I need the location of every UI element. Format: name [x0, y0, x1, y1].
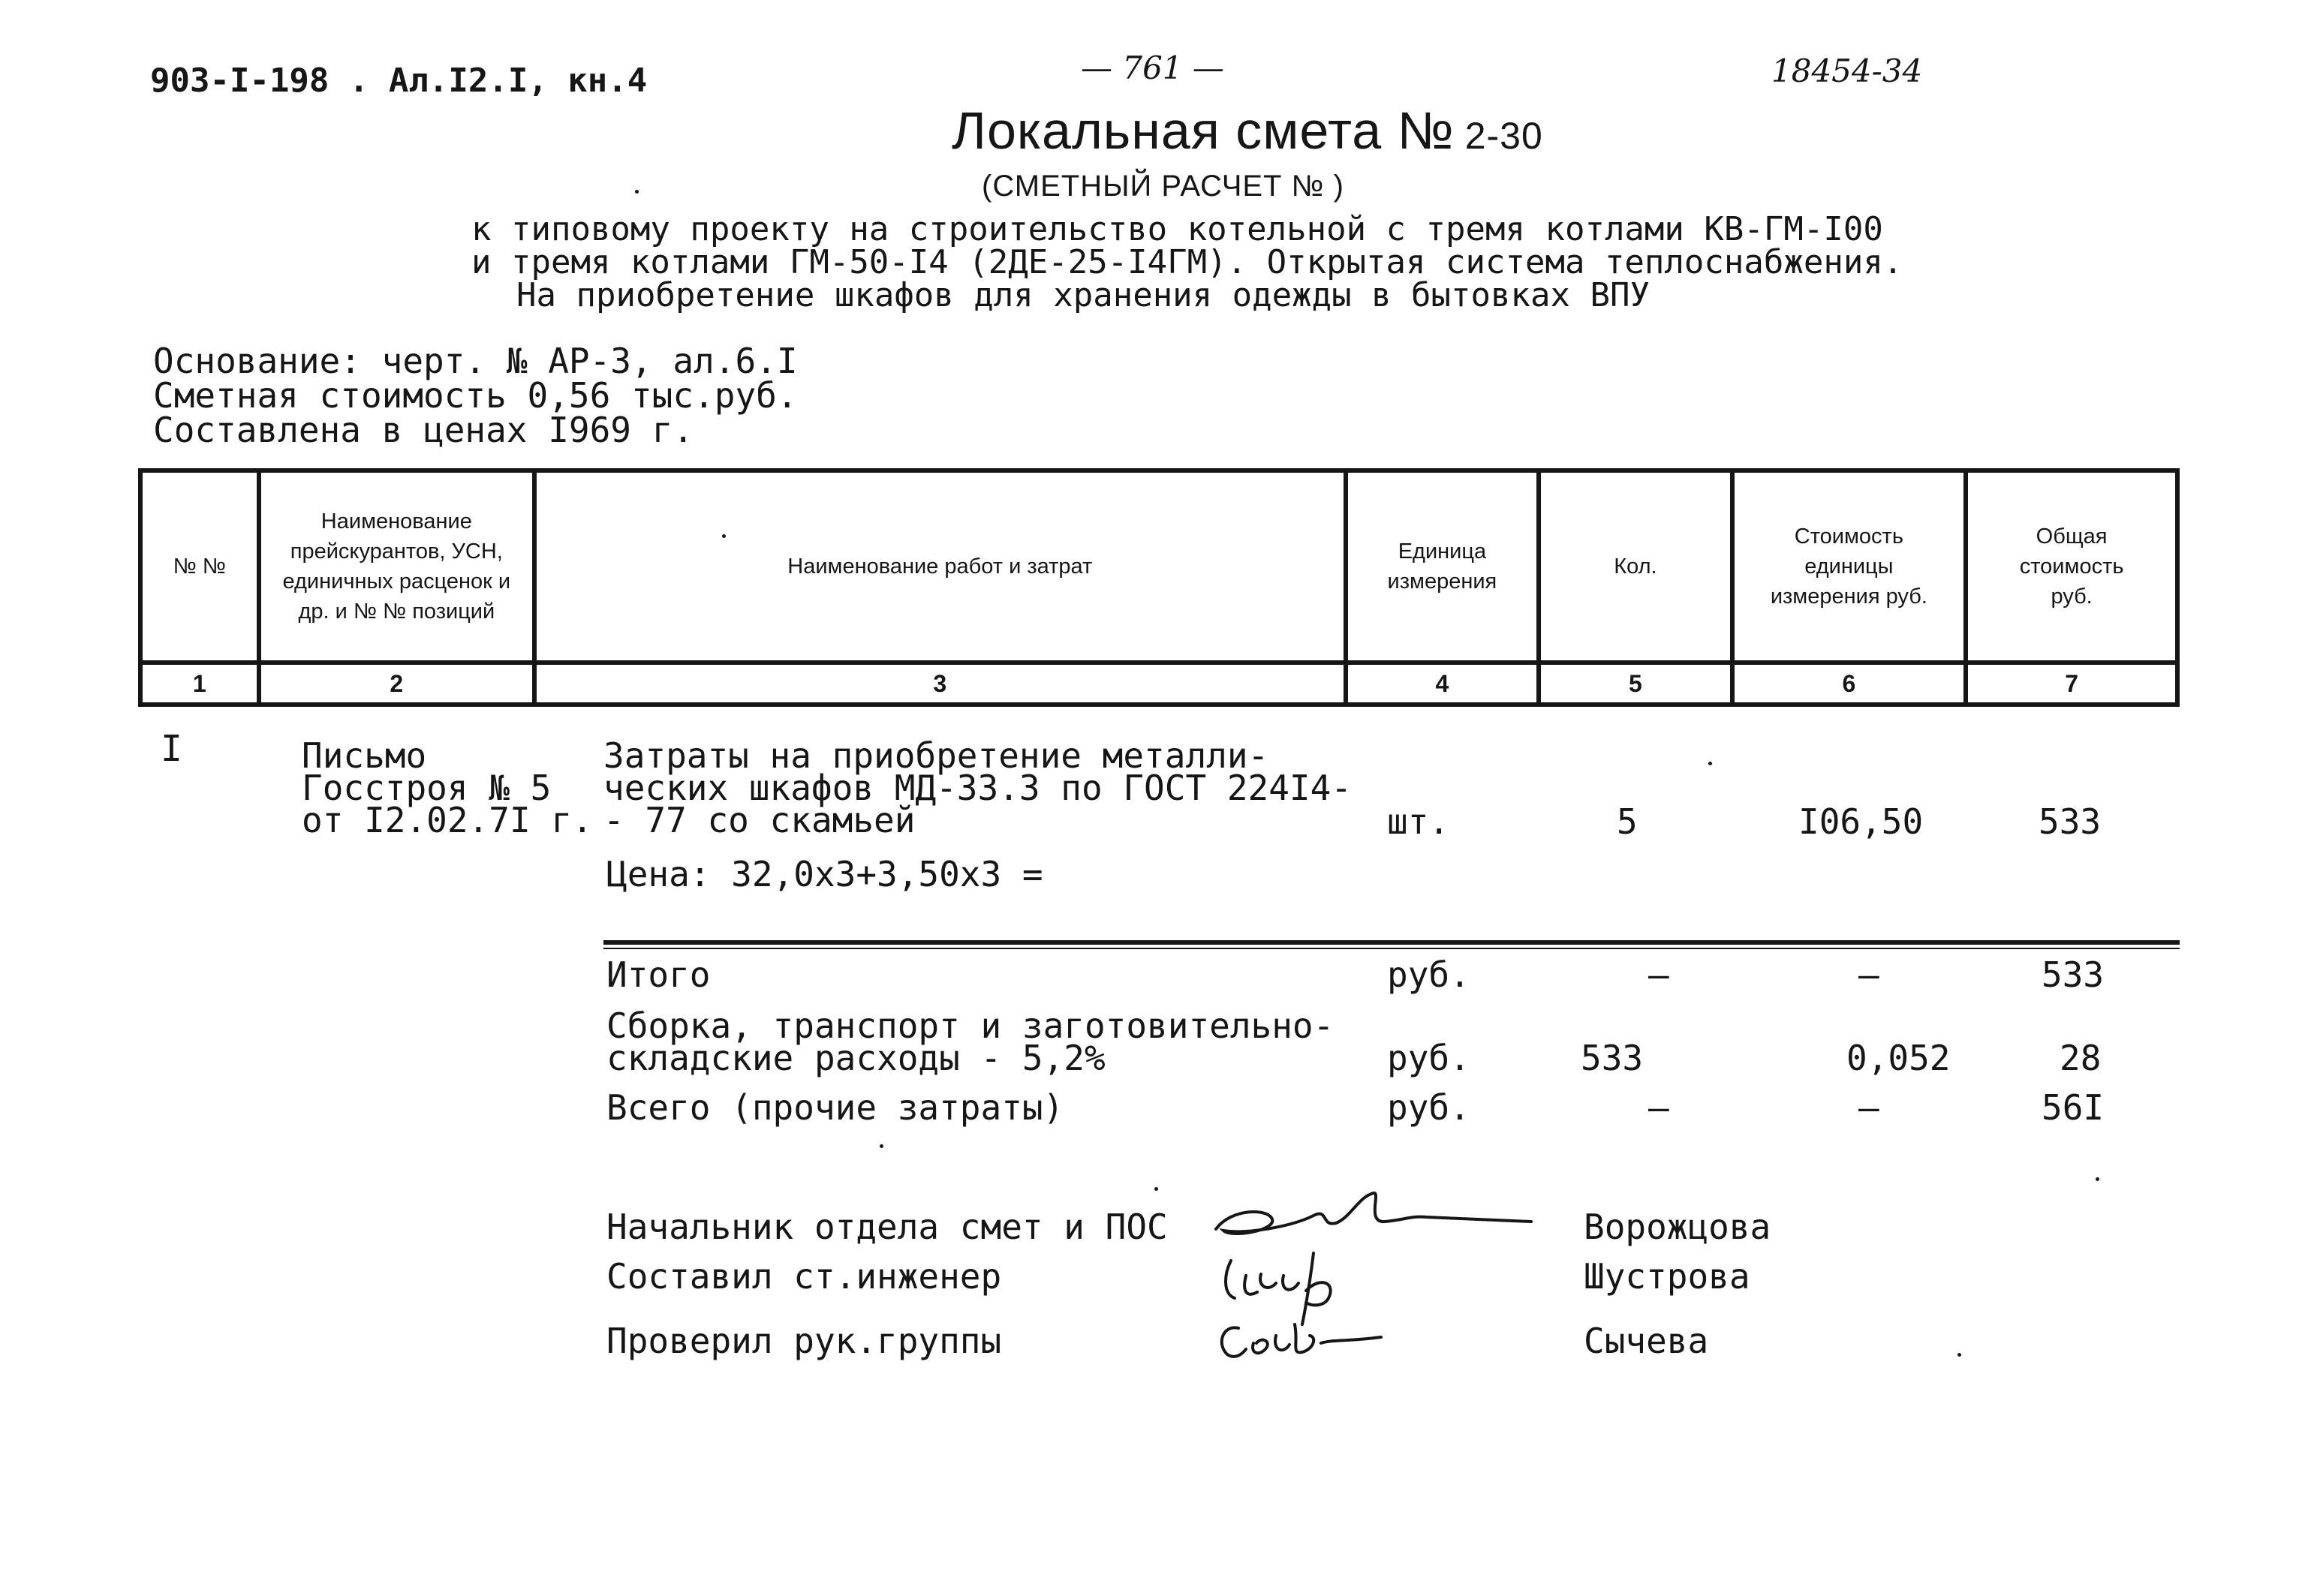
col-number: 2	[259, 663, 535, 705]
project-description	[471, 210, 1903, 314]
estimate-basis	[153, 341, 798, 450]
signatory-role: Составил ст.инженер	[606, 1256, 1002, 1297]
grand-total-qty: –	[1648, 1087, 1669, 1128]
col-header-work: Наименование работ и затрат	[534, 470, 1345, 663]
grand-total-price: –	[1858, 1087, 1879, 1128]
overhead-label-line: складские расходы - 5,2%	[606, 1038, 1106, 1078]
description-line: к типовому проекту на строительство котельной с тремя котлами КВ-ГМ-I00	[471, 210, 1883, 248]
description-line: - 77 со скамьей	[603, 800, 916, 840]
basis-line: Основание: черт. № АР-3, ал.6.I	[153, 341, 798, 381]
col-number: 5	[1539, 663, 1732, 705]
signature-stroke	[1226, 1253, 1331, 1324]
item-total: 533	[2039, 801, 2102, 842]
col-header-unit-price: Стоимость единицы измерения руб.	[1732, 470, 1966, 663]
estimate-number: 2-30	[1464, 115, 1543, 157]
overhead-label-line: Сборка, транспорт и заготовительно-	[606, 1005, 1335, 1046]
description-line: На приобретение шкафов для хранения одежды в бытовках ВПУ	[516, 276, 1650, 314]
overhead-unit: руб.	[1387, 1038, 1470, 1078]
overhead-base: 533	[1581, 1038, 1644, 1078]
col-header-reference: Наименование прейскурантов, УСН, единичных расценок и др. и № № позиций	[259, 470, 535, 663]
col-header-unit: Единица измерения	[1346, 470, 1539, 663]
overhead-total: 28	[2060, 1038, 2102, 1078]
col-header-no: № №	[140, 470, 259, 663]
page-number: — 761 —	[1081, 50, 1224, 86]
item-qty: 5	[1617, 801, 1638, 842]
signatory-name: Сычева	[1584, 1321, 1709, 1361]
subtotal-qty: –	[1648, 954, 1669, 995]
overhead-rate: 0,052	[1846, 1038, 1951, 1078]
grand-total-label: Всего (прочие затраты)	[606, 1087, 1064, 1128]
document-title	[952, 101, 1543, 161]
signatory-name: Ворожцова	[1584, 1207, 1771, 1247]
signatory-role: Начальник отдела смет и ПОС	[606, 1207, 1168, 1247]
basis-line: Сметная стоимость 0,56 тыс.руб.	[153, 375, 798, 416]
subtotal-unit: руб.	[1387, 954, 1470, 995]
col-header-total: Общая стоимость руб.	[1966, 470, 2177, 663]
col-number: 3	[534, 663, 1345, 705]
totals-divider	[603, 940, 2180, 945]
col-number: 1	[140, 663, 259, 705]
archive-number: 18454-34	[1771, 53, 1923, 89]
col-header-qty: Кол.	[1539, 470, 1732, 663]
column-numbers-row	[140, 663, 2177, 705]
description-line: ческих шкафов МД-33.3 по ГОСТ 224I4-	[603, 768, 1352, 808]
item-price-formula: Цена: 32,0х3+3,50х3 =	[606, 854, 1043, 894]
item-unit-price: I06,50	[1798, 801, 1924, 842]
reference-line: Письмо	[302, 735, 427, 776]
subtotal-total: 533	[2042, 954, 2105, 995]
basis-line: Составлена в ценах I969 г.	[153, 410, 694, 450]
signature-stroke	[1222, 1324, 1381, 1357]
document-subtitle: (СМЕТНЫЙ РАСЧЕТ № )	[982, 170, 1344, 203]
description-line: и тремя котлами ГМ-50-I4 (2ДЕ-25-I4ГМ). Открытая система теплоснабжения.	[471, 243, 1903, 281]
item-unit: шт.	[1387, 801, 1450, 842]
col-number: 7	[1966, 663, 2177, 705]
grand-total-total: 56I	[2042, 1087, 2105, 1128]
col-number: 6	[1732, 663, 1966, 705]
col-number: 4	[1346, 663, 1539, 705]
item-reference	[302, 735, 593, 840]
document-code: 903-I-198 . Ал.I2.I, кн.4	[150, 62, 648, 100]
item-description	[603, 735, 1352, 840]
header-row	[140, 470, 2177, 663]
item-number: I	[161, 728, 182, 770]
signatory-name: Шустрова	[1584, 1256, 1750, 1297]
subtotal-label: Итого	[606, 954, 711, 995]
title-text: Локальная смета №	[952, 101, 1455, 160]
description-line: Затраты на приобретение металли-	[603, 735, 1269, 776]
reference-line: Госстроя № 5	[302, 768, 552, 808]
signatory-role: Проверил рук.группы	[606, 1321, 1002, 1361]
handwritten-signatures	[1201, 1163, 1561, 1366]
estimate-table-header	[138, 468, 2180, 707]
grand-total-unit: руб.	[1387, 1087, 1470, 1128]
reference-line: от I2.02.7I г.	[302, 800, 593, 840]
overhead-label	[606, 1005, 1335, 1078]
totals-divider-thin	[603, 948, 2180, 949]
subtotal-price: –	[1858, 954, 1879, 995]
signature-stroke	[1216, 1193, 1531, 1234]
